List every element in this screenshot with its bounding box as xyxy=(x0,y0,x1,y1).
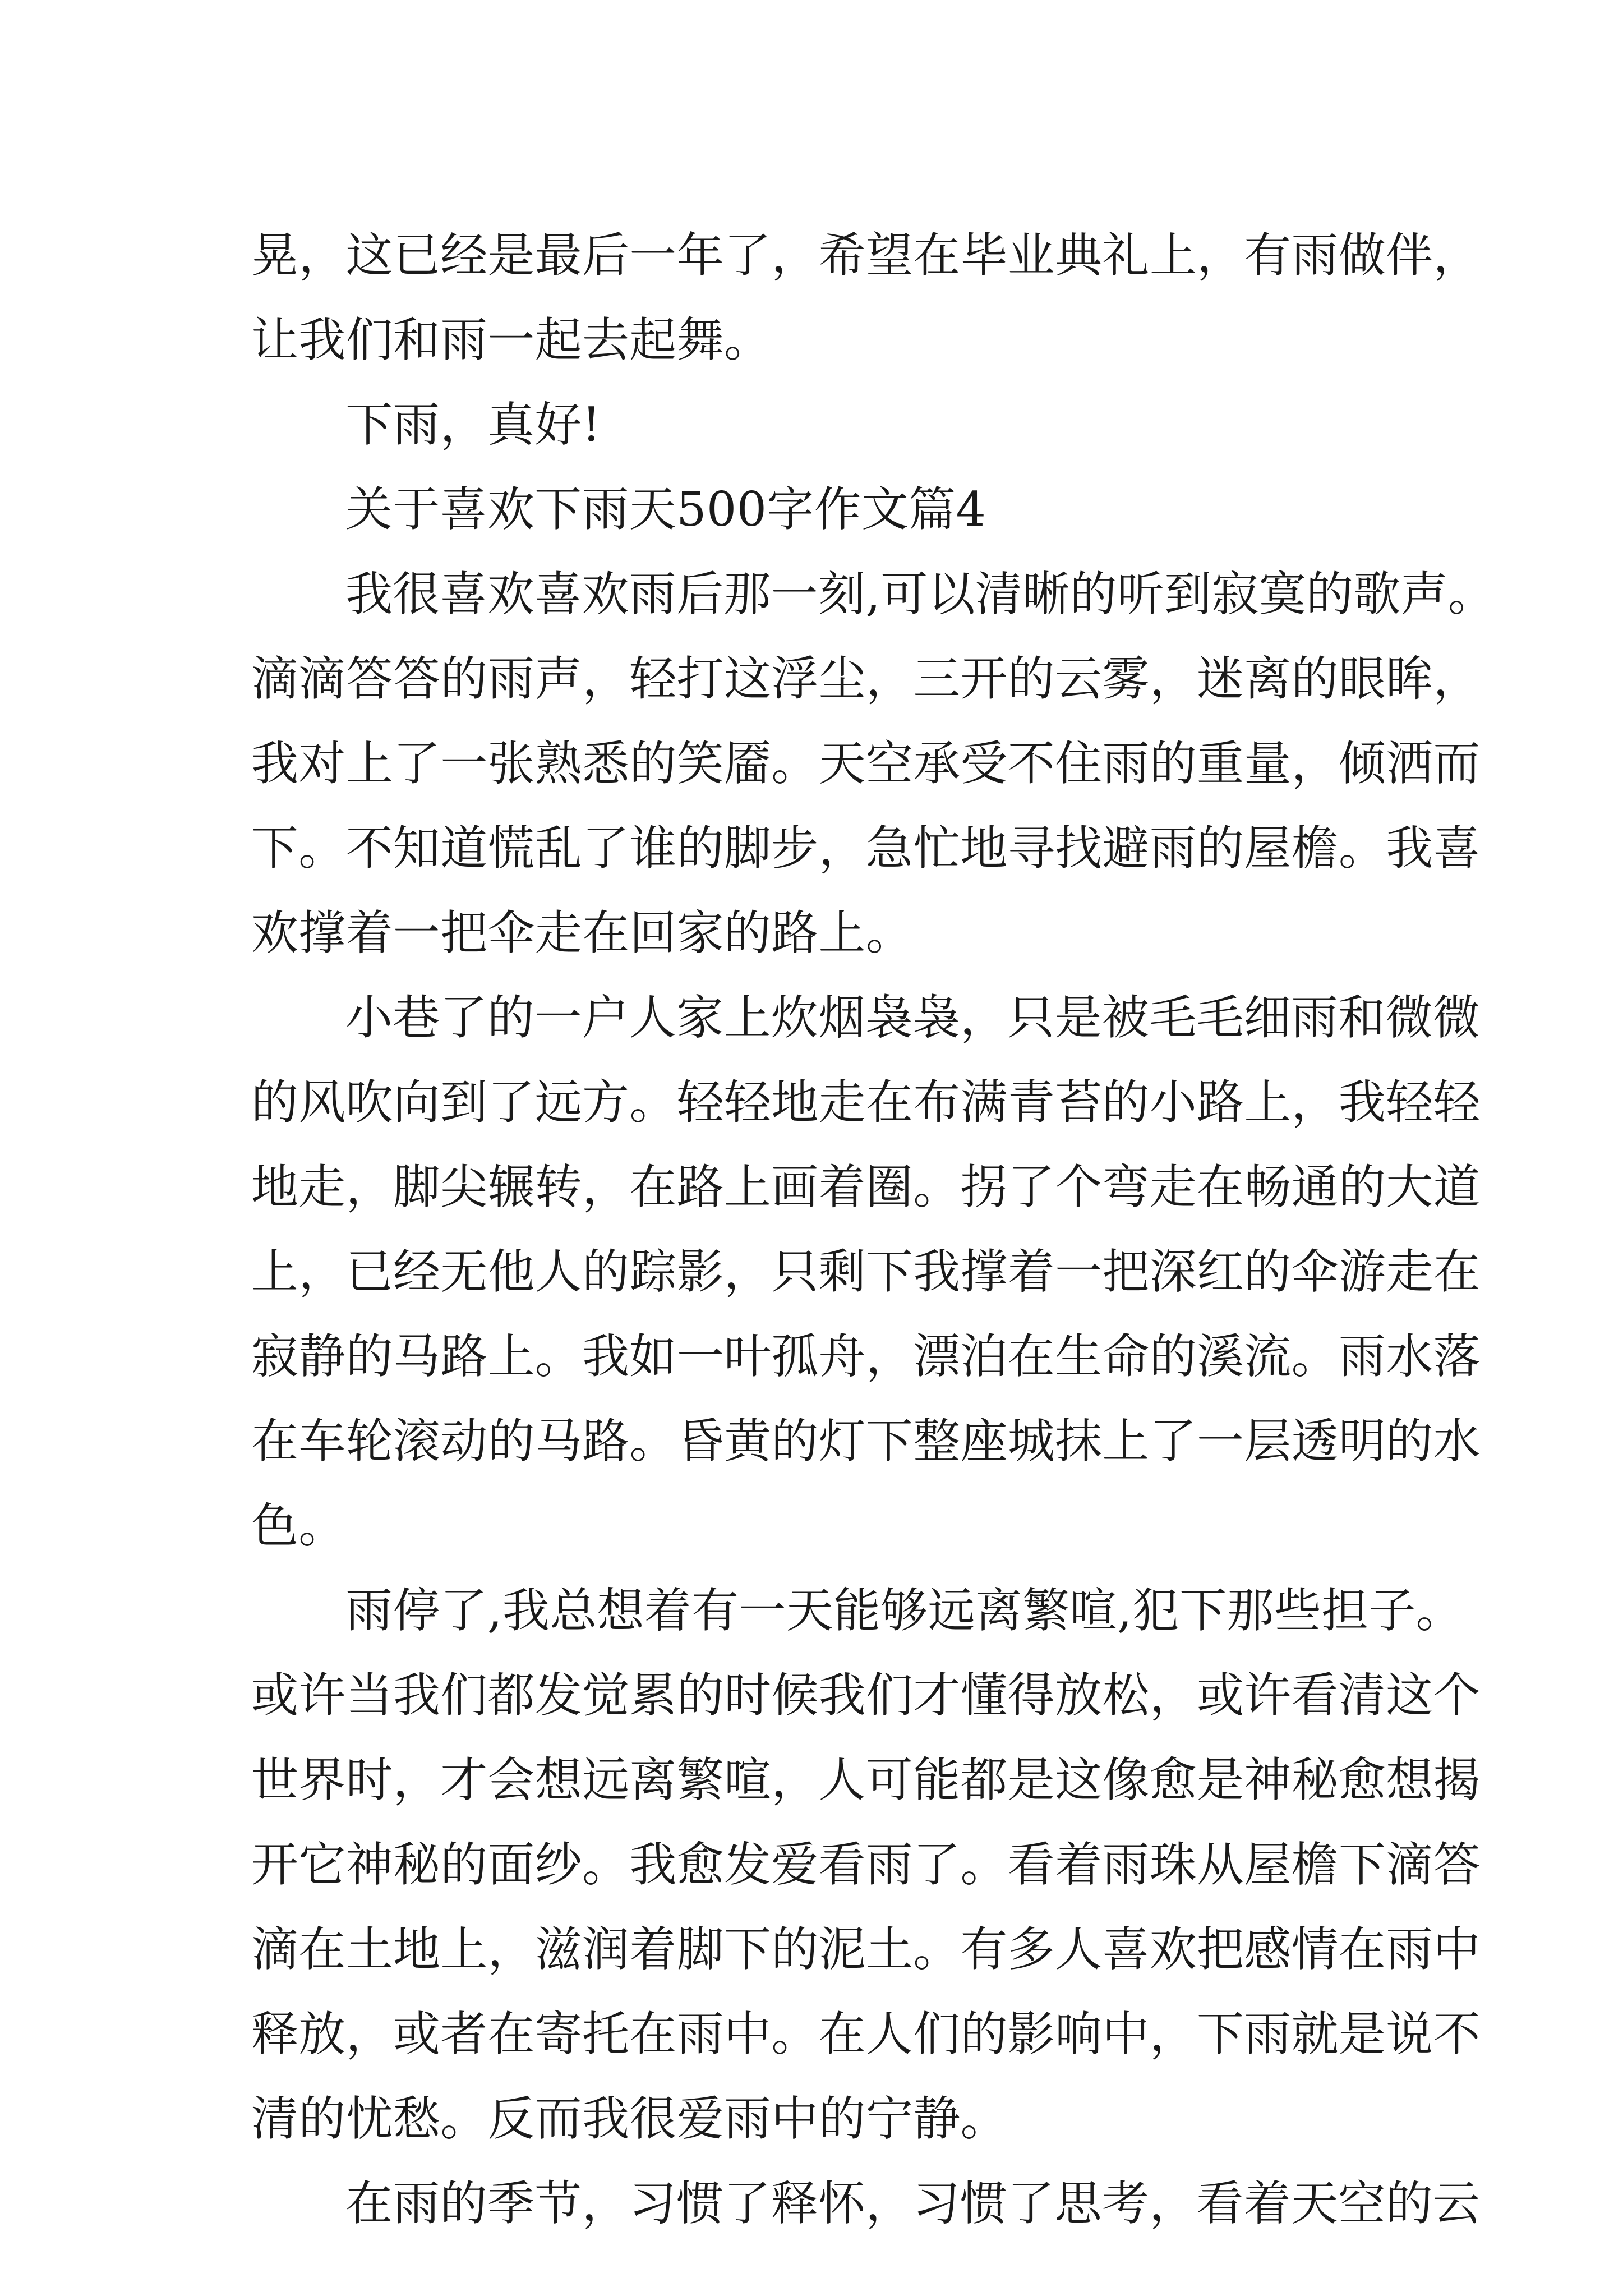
text-line: 释放，或者在寄托在雨中。在人们的影响中，下雨就是说不 xyxy=(251,2007,1481,2062)
text-line: 下雨，真好! xyxy=(345,397,601,452)
text-line: 雨停了,我总想着有一天能够远离繁喧,犯下那些担子。 xyxy=(345,1583,1463,1638)
text-line: 清的忧愁。反而我很爱雨中的宁静。 xyxy=(251,2091,1008,2146)
text-line: 我对上了一张熟悉的笑靥。天空承受不住雨的重量，倾洒而 xyxy=(251,736,1481,791)
text-line: 晃，这已经是最后一年了，希望在毕业典礼上，有雨做伴， xyxy=(251,228,1481,283)
text-line: 世界时，才会想远离繁喧，人可能都是这像愈是神秘愈想揭 xyxy=(251,1752,1481,1807)
text-line: 寂静的马路上。我如一叶孤舟，漂泊在生命的溪流。雨水落 xyxy=(251,1329,1481,1384)
essay-body xyxy=(251,213,1496,2246)
text-line: 在车轮滚动的马路。昏黄的灯下整座城抹上了一层透明的水 xyxy=(251,1414,1481,1469)
text-line: 让我们和雨一起去起舞。 xyxy=(251,312,772,367)
section-heading: 关于喜欢下雨天500字作文篇4 xyxy=(345,482,986,537)
text-line: 或许当我们都发觉累的时候我们才懂得放松，或许看清这个 xyxy=(251,1668,1481,1723)
text-line: 开它神秘的面纱。我愈发爱看雨了。看着雨珠从屋檐下滴答 xyxy=(251,1837,1481,1892)
text-line: 地走，脚尖辗转，在路上画着圈。拐了个弯走在畅通的大道 xyxy=(251,1159,1481,1214)
text-line: 滴在土地上，滋润着脚下的泥土。有多人喜欢把感情在雨中 xyxy=(251,1922,1481,1977)
text-line: 我很喜欢喜欢雨后那一刻,可以清晰的听到寂寞的歌声。 xyxy=(345,567,1496,622)
text-line: 色。 xyxy=(251,1498,346,1553)
text-line: 欢撑着一把伞走在回家的路上。 xyxy=(251,905,914,960)
text-line: 上，已经无他人的踪影，只剩下我撑着一把深红的伞游走在 xyxy=(251,1244,1481,1299)
text-line: 滴滴答答的雨声，轻打这浮尘，三开的云雾，迷离的眼眸， xyxy=(251,651,1481,706)
text-line: 下。不知道慌乱了谁的脚步，急忙地寻找避雨的屋檐。我喜 xyxy=(251,821,1481,876)
text-line: 的风吹向到了远方。轻轻地走在布满青苔的小路上，我轻轻 xyxy=(251,1075,1481,1130)
text-line: 在雨的季节，习惯了释怀，习惯了思考，看着天空的云 xyxy=(345,2176,1481,2231)
text-line: 小巷了的一户人家上炊烟袅袅，只是被毛毛细雨和微微 xyxy=(345,990,1481,1045)
